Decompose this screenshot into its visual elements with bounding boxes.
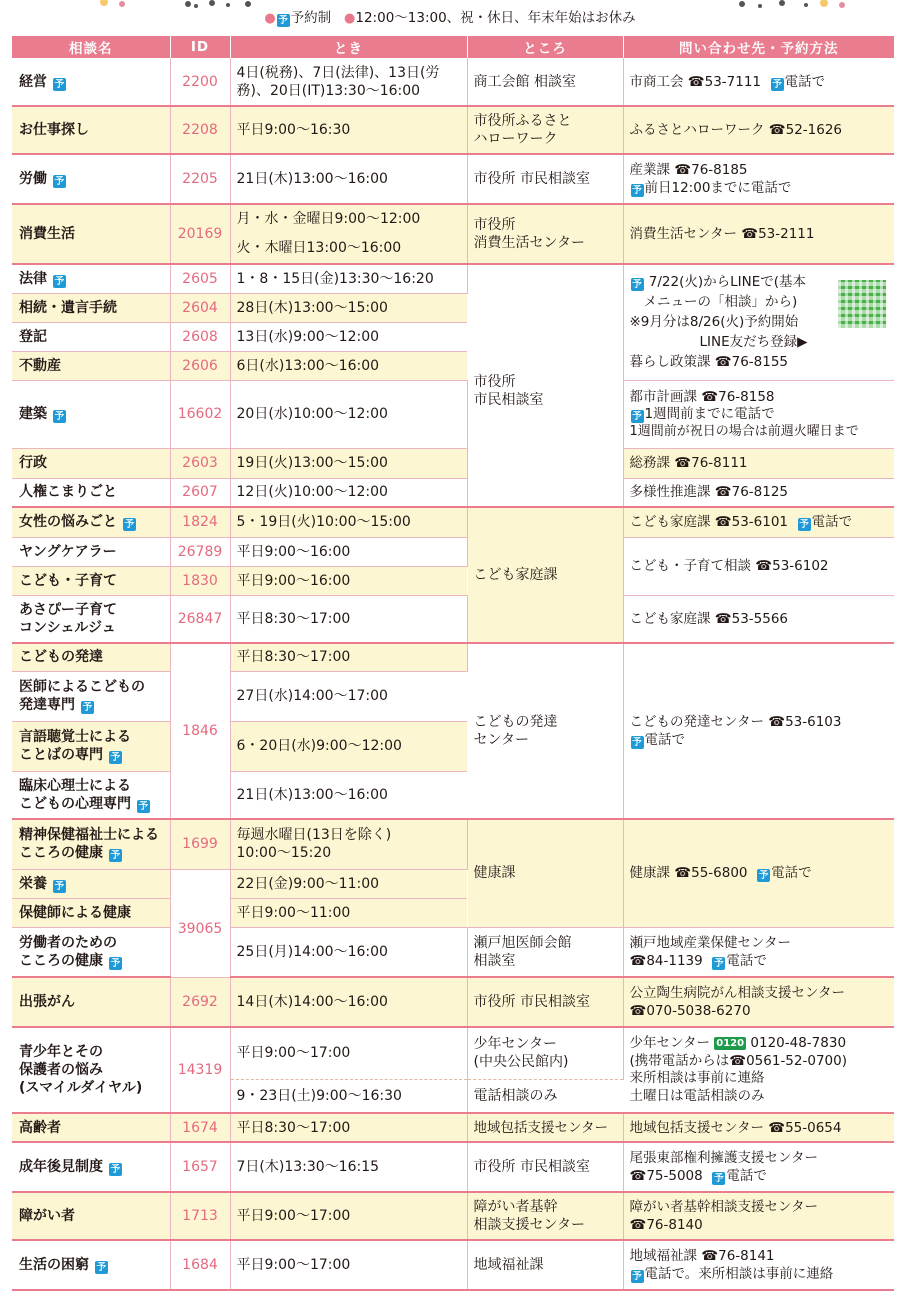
row-where: 地域包括支援センター [467,1113,623,1142]
row-id: 1699 [170,819,230,869]
row-when: 6日(水)13:00～16:00 [230,351,467,380]
reservation-icon: 予 [82,702,93,713]
row-when: 10:00～15:20 [236,845,332,862]
row-when: 平日8:30～17:00 [230,1113,467,1142]
bullet-icon: ● [344,11,356,26]
row-id: 1657 [170,1142,230,1192]
row-when: 5・19日(火)10:00～15:00 [230,507,467,537]
row-when: 20日(水)10:00～12:00 [230,380,467,448]
row-where: 地域福祉課 [467,1240,623,1290]
table-row [12,595,894,643]
reservation-icon: 予 [110,850,121,862]
reservation-icon: 予 [54,176,65,187]
row-when: 月・水・金曜日9:00～12:00 [236,211,421,227]
row-name: 法律 [19,270,47,287]
row-where: (中央公民館内) [473,1054,569,1071]
row-name: 医師によるこどもの [19,679,145,695]
table-row [12,1142,894,1192]
legend-reservation: 予約制 [290,10,332,26]
row-id: 2208 [170,106,230,154]
reservation-icon: 予 [632,1271,642,1282]
row-when: 13日(水)9:00～12:00 [230,322,467,351]
row-when: 平日9:00～11:00 [230,898,467,927]
row-where: 瀬戸旭医師会館 [473,934,572,951]
row-where: 市役所ふるさと [473,113,572,129]
table-row [12,1192,894,1240]
row-name: 女性の悩みごと [19,514,117,531]
row-name: 行政 [12,448,170,478]
row-when: 毎週水曜日(13日を除く) [236,827,392,844]
row-where: 消費生活センター [473,235,585,251]
row-name: 建築 [19,406,47,422]
row-name: こころの健康 [19,845,103,862]
line-qr-code[interactable] [838,280,886,328]
reservation-icon: 予 [54,78,65,90]
free-dial-icon: 0120 [716,1038,745,1049]
row-contact: 都市計画課 ☎76-8158 [629,388,775,405]
row-name: 発達専門 [19,697,75,713]
row-id: 16602 [170,380,230,448]
row-id: 39065 [170,869,230,977]
row-name: 人権こまりごと [12,478,170,507]
legend [0,9,900,28]
row-when: 21日(木)13:00～16:00 [230,154,467,204]
row-name: 栄養 [19,875,47,892]
header-contact: 問い合わせ先・予約方法 [623,36,894,58]
row-contact: 産業課 ☎76-8185 [629,162,748,178]
bullet-icon: ● [264,11,276,26]
table-row [12,204,894,264]
row-where: センター [473,732,529,748]
reservation-icon: 予 [54,275,65,287]
row-when: 平日9:00～16:00 [230,566,467,595]
reservation-icon: 予 [714,957,724,969]
reservation-icon: 予 [110,752,121,763]
row-when: 19日(火)13:00～15:00 [230,448,467,478]
row-id: 1674 [170,1113,230,1142]
row-contact: 少年センター [629,1035,710,1051]
reservation-icon: 予 [278,15,288,26]
row-id: 1846 [170,643,230,819]
reservation-icon: 予 [758,870,769,882]
row-contact: 障がい者基幹相談支援センター [629,1199,818,1215]
row-id: 2200 [170,58,230,106]
row-when: 21日(木)13:00～16:00 [230,771,467,819]
row-contact: 総務課 ☎76-8111 [623,448,894,478]
table-header [12,36,894,58]
legend-hours: 12:00～13:00、祝・休日、年末年始はお休み [355,10,636,26]
row-method: 1週間前までに電話で [644,405,775,422]
row-name: 言語聴覚士による [19,729,131,745]
row-method: 電話で。来所相談は事前に連絡 [644,1266,834,1282]
row-when: 火・木曜日13:00～16:00 [236,240,402,256]
table-row [12,448,894,478]
row-contact: 0120-48-7830 [750,1035,847,1051]
row-when: 27日(水)14:00～17:00 [230,671,467,721]
table-row [12,154,894,204]
header-where: ところ [467,36,623,58]
row-name: お仕事探し [12,106,170,154]
row-id: 26789 [170,537,230,566]
row-contact: ☎75-5008 [629,1168,703,1184]
table-row [12,1027,894,1079]
row-note: 来所相談は事前に連絡 [629,1070,765,1086]
table-row [12,1113,894,1142]
reservation-icon: 予 [632,410,642,422]
table-row [12,507,894,537]
row-name: こどもの心理専門 [19,795,131,812]
row-id: 2205 [170,154,230,204]
header-when: とき [230,36,467,58]
row-id: 2604 [170,293,230,322]
row-id: 26847 [170,595,230,643]
row-method: 電話で [726,952,767,969]
row-id: 1713 [170,1192,230,1240]
row-name: こころの健康 [19,952,103,969]
row-name: 臨床心理士による [19,777,131,794]
row-where: 障がい者基幹 [473,1199,558,1215]
row-where: 商工会館 相談室 [467,58,623,106]
row-name: 不動産 [12,351,170,380]
reservation-icon: 予 [632,737,642,748]
row-where: こども家庭課 [467,507,623,643]
row-name: あさぴー子育て [19,601,117,618]
row-when: 平日8:30～17:00 [230,643,467,671]
row-method: 電話で [784,73,826,90]
row-note: 1週間前が祝日の場合は前週火曜日まで [629,423,859,439]
row-name: 登記 [12,322,170,351]
row-id: 1830 [170,566,230,595]
line-text: メニューの「相談」から) [643,294,798,311]
reservation-icon: 予 [799,519,809,531]
row-name: 精神保健福祉士による [19,827,159,844]
row-where: 相談支援センター [473,1217,585,1233]
row-where: 相談室 [473,952,516,969]
line-text: ※9月分は8/26(火)予約開始 [629,314,799,331]
row-contact: こども家庭課 ☎53-5566 [623,595,894,643]
row-where: こどもの発達 [473,714,558,730]
table-row [12,643,894,671]
row-contact: 多様性推進課 ☎76-8125 [623,478,894,507]
row-when: 平日9:00～16:30 [230,106,467,154]
row-id: 2606 [170,351,230,380]
row-method: 電話で [644,732,685,748]
row-name: 相続・遺言手続 [12,293,170,322]
row-where: 健康課 [467,819,623,927]
reservation-icon: 予 [54,411,65,422]
row-method: 電話で [771,865,812,882]
row-id: 2692 [170,977,230,1027]
row-name: 労働 [19,171,47,187]
reservation-icon: 予 [138,800,149,812]
row-name: 消費生活 [12,204,170,264]
row-contact: 尾張東部権利擁護支援センター [629,1150,818,1166]
row-contact: ふるさとハローワーク ☎52-1626 [623,106,894,154]
row-name: こども・子育て [12,566,170,595]
row-when: 平日9:00～17:00 [230,1240,467,1290]
table-row [12,58,894,106]
row-method: 電話で [726,1168,767,1184]
reservation-icon: 予 [124,519,135,531]
table-row [12,478,894,507]
row-method: 電話で [811,514,853,531]
row-name: ヤングケアラー [12,537,170,566]
reservation-icon: 予 [110,1164,121,1175]
row-id: 20169 [170,204,230,264]
line-text: 7/22(火)からLINEで(基本 [648,274,807,291]
row-where: 市役所 [473,374,516,390]
row-where: 電話相談のみ [467,1079,623,1113]
row-when: 12日(火)10:00～12:00 [230,478,467,507]
consultation-table [12,36,894,1291]
row-contact: こども・子育て相談 ☎53-6102 [623,537,894,595]
row-id: 2607 [170,478,230,507]
row-id: 2603 [170,448,230,478]
row-contact: 市商工会 ☎53-7111 [629,73,762,90]
row-name: ことばの専門 [19,747,103,763]
row-contact: ☎070-5038-6270 [629,1003,751,1019]
row-when: 1・8・15日(金)13:30～16:20 [230,264,467,293]
row-when: 14日(木)14:00～16:00 [230,977,467,1027]
header-id: ID [170,36,230,58]
table-row [12,977,894,1027]
row-name: 労働者のための [19,934,117,951]
row-contact: 暮らし政策課 ☎76-8155 [629,354,789,371]
row-contact: 健康課 ☎55-6800 [629,865,748,882]
row-where: 市役所 市民相談室 [467,154,623,204]
row-when: 9・23日(土)9:00～16:30 [230,1079,467,1113]
row-contact: こどもの発達センター ☎53-6103 [629,714,842,730]
row-contact: ☎76-8140 [629,1217,703,1233]
row-contact: 地域福祉課 ☎76-8141 [629,1248,775,1264]
reservation-icon: 予 [632,185,642,196]
reservation-icon: 予 [54,880,65,892]
reservation-icon: 予 [714,1173,724,1184]
table-row [12,1240,894,1290]
reservation-icon: 予 [772,78,782,90]
row-name: こどもの発達 [12,643,170,671]
row-where: 少年センター [473,1036,557,1053]
row-contact: 消費生活センター ☎53-2111 [623,204,894,264]
row-when: 6・20日(水)9:00～12:00 [230,721,467,771]
row-name: 保健師による健康 [12,898,170,927]
row-when: 22日(金)9:00～11:00 [230,869,467,898]
row-id: 1684 [170,1240,230,1290]
row-where: ハローワーク [473,131,558,147]
table-row [12,106,894,154]
row-contact: 公立陶生病院がん相談支援センター [629,985,845,1001]
row-where: 市役所 市民相談室 [467,1142,623,1192]
row-when: 平日8:30～17:00 [230,595,467,643]
row-method: 前日12:00までに電話で [644,180,792,196]
reservation-icon: 予 [96,1262,107,1273]
header-name: 相談名 [12,36,170,58]
row-when: 28日(木)13:00～15:00 [230,293,467,322]
row-name: 保護者の悩み [19,1062,103,1078]
row-name: 障がい者 [12,1192,170,1240]
row-when: 7日(木)13:30～16:15 [230,1142,467,1192]
reservation-icon: 予 [110,957,121,969]
table-row [12,927,894,977]
table-row [12,819,894,869]
row-name: 成年後見制度 [19,1159,103,1175]
row-name: 青少年とその [19,1044,103,1060]
row-contact: ☎84-1139 [629,952,703,969]
reservation-icon: 予 [632,279,642,291]
row-contact: 地域包括支援センター ☎55-0654 [623,1113,894,1142]
table-row [12,380,894,448]
row-when: 平日9:00～17:00 [230,1192,467,1240]
row-where: 市役所 [473,217,516,233]
row-name: コンシェルジュ [19,619,116,636]
row-id: 2605 [170,264,230,293]
row-when: 平日9:00～17:00 [230,1027,467,1079]
row-note: 土曜日は電話相談のみ [629,1087,765,1104]
row-when: 平日9:00～16:00 [230,537,467,566]
line-register-link[interactable]: LINE友だち登録▶ [699,334,808,351]
row-contact: (携帯電話からは☎0561-52-0700) [629,1052,847,1069]
row-contact: こども家庭課 ☎53-6101 [629,514,789,531]
table-row [12,264,894,293]
row-when: 4日(税務)、7日(法律)、13日(労務)、20日(IT)13:30～16:00 [230,58,467,106]
row-name: (スマイルダイヤル) [19,1080,143,1096]
row-name: 経営 [19,73,47,90]
row-name: 出張がん [12,977,170,1027]
row-id: 2608 [170,322,230,351]
row-contact: 瀬戸地域産業保健センター [629,934,791,951]
row-name: 高齢者 [12,1113,170,1142]
table-row [12,537,894,566]
row-id: 1824 [170,507,230,537]
row-where: 市役所 市民相談室 [467,977,623,1027]
row-where: 市民相談室 [473,392,544,408]
row-when: 25日(月)14:00～16:00 [230,927,467,977]
row-id: 14319 [170,1027,230,1113]
row-name: 生活の困窮 [19,1257,89,1273]
